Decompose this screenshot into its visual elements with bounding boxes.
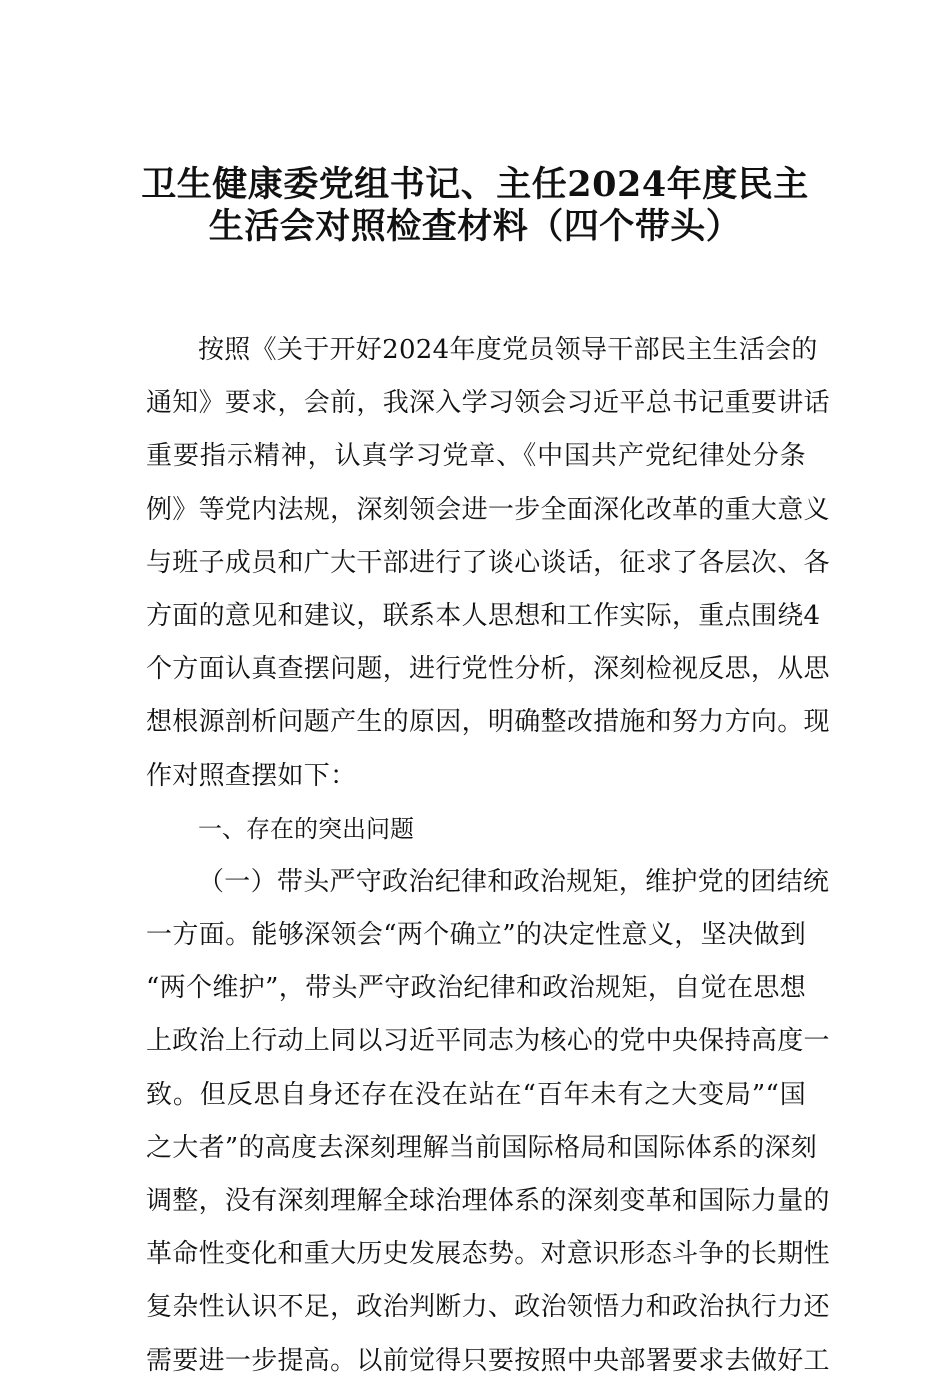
- paragraph-2-line: 致。但反思自身还存在没在站在“百年未有之大变局”“国: [146, 1079, 806, 1110]
- paragraph-1-line: 通知》要求，会前，我深入学习领会习近平总书记重要讲话: [146, 388, 830, 419]
- paragraph-2-line: 革命性变化和重大历史发展态势。对意识形态斗争的长期性: [146, 1239, 830, 1270]
- paragraph-1-line: 作对照查摆如下：: [146, 760, 357, 791]
- paragraph-2-line: （一）带头严守政治纪律和政治规矩，维护党的团结统: [198, 866, 830, 897]
- paragraph-2-line: 一方面。能够深领会“两个确立”的决定性意义，坚决做到: [146, 920, 806, 951]
- paragraph-1-line: 个方面认真查摆问题，进行党性分析，深刻检视反思，从思: [146, 654, 830, 685]
- paragraph-1-line: 与班子成员和广大干部进行了谈心谈话，征求了各层次、各: [146, 547, 830, 578]
- paragraph-1-line: 方面的意见和建议，联系本人思想和工作实际，重点围绕4: [146, 600, 821, 631]
- paragraph-2-line: 调整，没有深刻理解全球治理体系的深刻变革和国际力量的: [146, 1186, 830, 1216]
- paragraph-2-line: 需要进一步提高。以前觉得只要按照中央部署要求去做好工: [146, 1345, 830, 1376]
- paragraph-2-line: “两个维护”，带头严守政治纪律和政治规矩，自觉在思想: [146, 973, 806, 1004]
- paragraph-1-line: 想根源剖析问题产生的原因，明确整改措施和努力方向。现: [146, 707, 830, 738]
- paragraph-1-line: 重要指示精神，认真学习党章、《中国共产党纪律处分条: [146, 441, 806, 472]
- paragraph-1-line: 按照《关于开好2024年度党员领导干部民主生活会的: [198, 335, 818, 365]
- paragraph-2-line: 上政治上行动上同以习近平同志为核心的党中央保持高度一: [146, 1026, 830, 1057]
- document-title-line-2: 生活会对照检查材料（四个带头）: [208, 206, 742, 247]
- document-title-line-1: 卫生健康委党组书记、主任2024年度民主: [141, 164, 809, 205]
- paragraph-2-line: 之大者”的高度去深刻理解当前国际格局和国际体系的深刻: [146, 1132, 818, 1163]
- document-body: [146, 330, 830, 1394]
- paragraph-2-line: 复杂性认识不足，政治判断力、政治领悟力和政治执行力还: [146, 1292, 830, 1323]
- section-heading: 一、存在的突出问题: [198, 814, 414, 843]
- paragraph-1-line: 例》等党内法规，深刻领会进一步全面深化改革的重大意义: [146, 494, 830, 525]
